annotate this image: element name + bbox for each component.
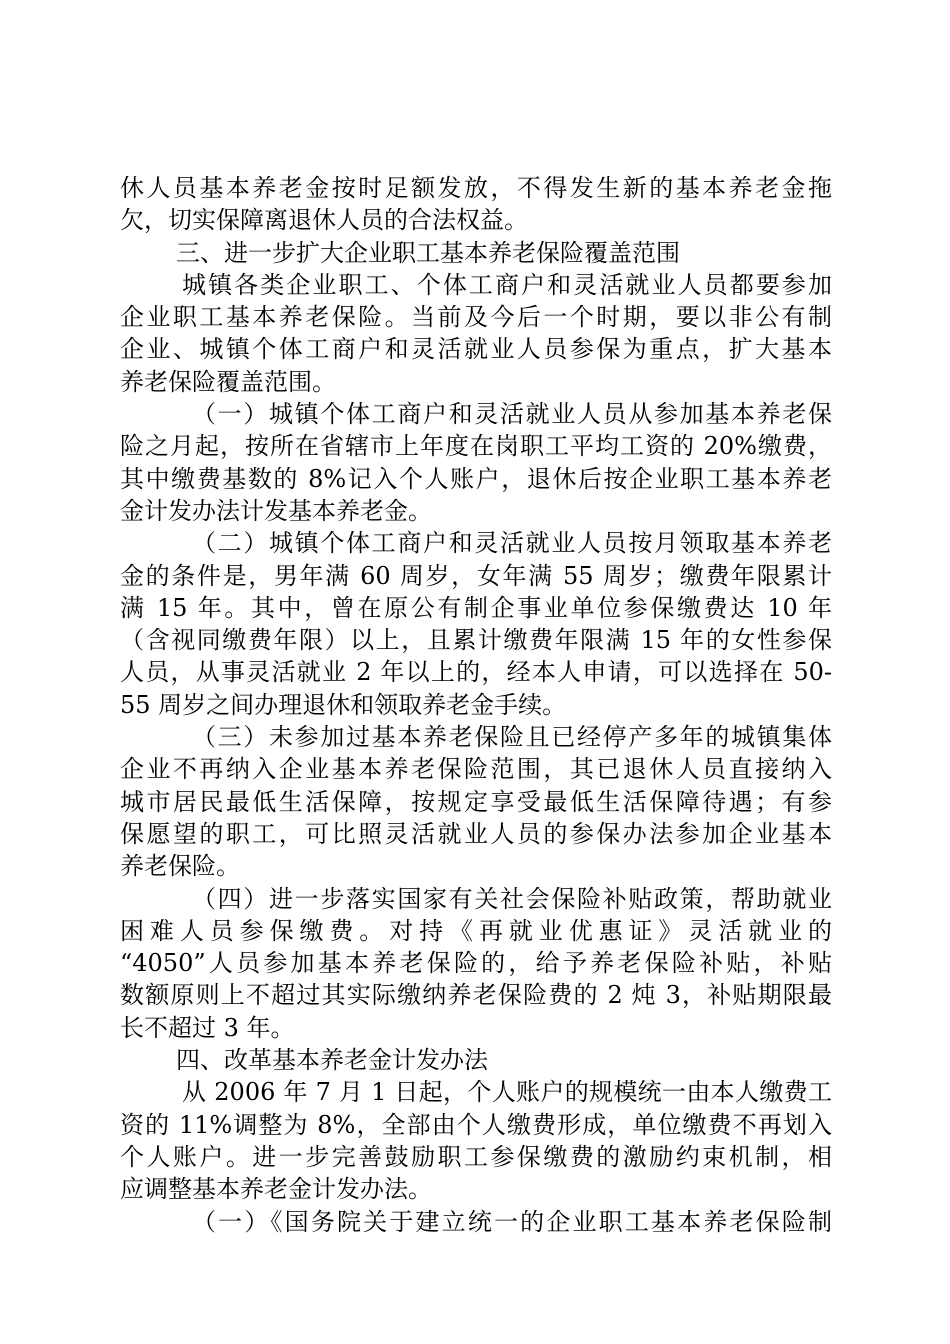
text-line: 休人员基本养老金按时足额发放，不得发生新的基本养老金拖 bbox=[120, 174, 832, 202]
text-line: （一）《国务院关于建立统一的企业职工基本养老保险制 bbox=[192, 1207, 832, 1236]
text-line: 55 周岁之间办理退休和领取养老金手续。 bbox=[120, 690, 567, 719]
text-line: 企业职工基本养老保险。当前及今后一个时期，要以非公有制 bbox=[120, 303, 832, 332]
text-line: 企业、城镇个体工商户和灵活就业人员参保为重点，扩大基本 bbox=[120, 335, 832, 364]
text-line: 从 2006 年 7 月 1 日起，个人账户的规模统一由本人缴费工 bbox=[182, 1078, 832, 1107]
section-heading: 四、改革基本养老金计发办法 bbox=[176, 1046, 488, 1075]
text-line: 养老保险覆盖范围。 bbox=[120, 367, 336, 396]
text-line: 险之月起，按所在省辖市上年度在岗职工平均工资的 20%缴费， bbox=[120, 432, 832, 461]
text-line: 困难人员参保缴费。对持《再就业优惠证》灵活就业的 bbox=[120, 916, 832, 945]
text-line: 个人账户。进一步完善鼓励职工参保缴费的激励约束机制，相 bbox=[120, 1142, 832, 1171]
text-line: （三）未参加过基本养老保险且已经停产多年的城镇集体 bbox=[192, 723, 832, 752]
text-line: “4050”人员参加基本养老保险的，给予养老保险补贴，补贴 bbox=[120, 949, 832, 978]
text-line: 人员，从事灵活就业 2 年以上的，经本人申请，可以选择在 50- bbox=[120, 658, 832, 687]
text-line: （二）城镇个体工商户和灵活就业人员按月领取基本养老 bbox=[192, 529, 832, 558]
document-body bbox=[120, 172, 832, 1238]
text-line: 城镇各类企业职工、个体工商户和灵活就业人员都要参加 bbox=[182, 270, 832, 299]
text-line: （一）城镇个体工商户和灵活就业人员从参加基本养老保 bbox=[192, 400, 832, 429]
text-line: 养老保险。 bbox=[120, 852, 240, 881]
text-line: 金计发办法计发基本养老金。 bbox=[120, 496, 432, 525]
text-line: 企业不再纳入企业基本养老保险范围，其已退休人员直接纳入 bbox=[120, 755, 832, 784]
text-line: 数额原则上不超过其实际缴纳养老保险费的 2 炖 3，补贴期限最 bbox=[120, 981, 832, 1010]
text-line: 应调整基本养老金计发办法。 bbox=[120, 1175, 432, 1204]
text-line: 资的 11%调整为 8%，全部由个人缴费形成，单位缴费不再划入 bbox=[120, 1110, 832, 1139]
text-line: （四）进一步落实国家有关社会保险补贴政策，帮助就业 bbox=[192, 884, 832, 913]
text-line: （含视同缴费年限）以上，且累计缴费年限满 15 年的女性参保 bbox=[120, 626, 832, 655]
section-heading: 三、进一步扩大企业职工基本养老保险覆盖范围 bbox=[176, 238, 680, 267]
text-line: 满 15 年。其中，曾在原公有制企事业单位参保缴费达 10 年 bbox=[120, 593, 832, 622]
text-line: 长不超过 3 年。 bbox=[120, 1013, 295, 1042]
text-line: 金的条件是，男年满 60 周岁，女年满 55 周岁；缴费年限累计 bbox=[120, 561, 832, 590]
text-line: 城市居民最低生活保障，按规定享受最低生活保障待遇；有参 bbox=[120, 787, 832, 816]
text-line: 保愿望的职工，可比照灵活就业人员的参保办法参加企业基本 bbox=[120, 819, 832, 848]
text-line: 欠，切实保障离退休人员的合法权益。 bbox=[120, 206, 528, 235]
text-line: 其中缴费基数的 8%记入个人账户，退休后按企业职工基本养老 bbox=[120, 464, 832, 493]
